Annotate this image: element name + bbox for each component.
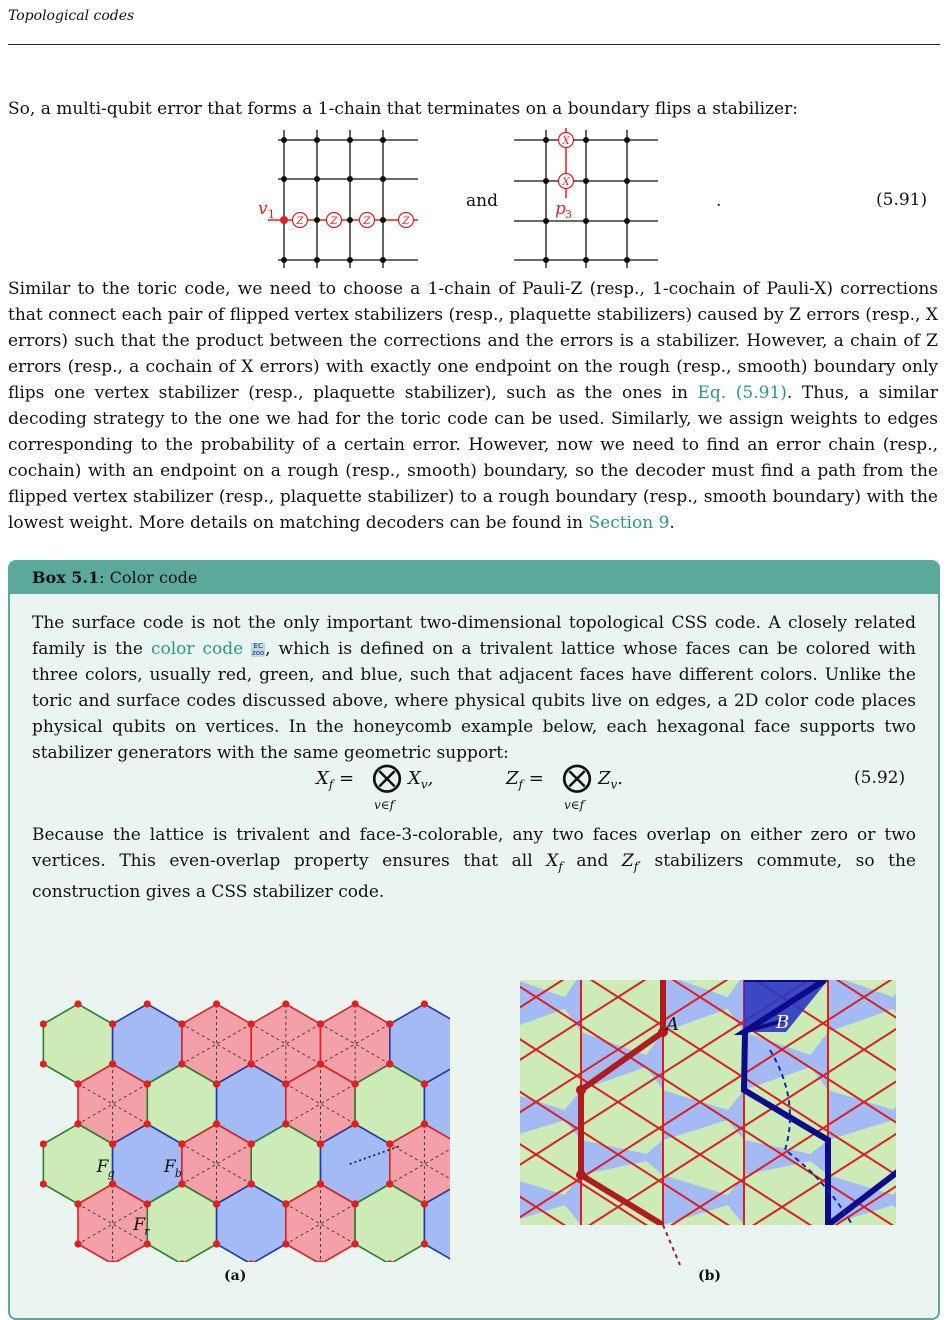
- face-label: F: [96, 1157, 109, 1177]
- qubit-vertex: [74, 1120, 81, 1127]
- qubit-vertex: [109, 1020, 116, 1027]
- qubit-vertex: [40, 1060, 47, 1067]
- x-error-label: X: [562, 136, 570, 147]
- qubit-vertex: [213, 1000, 220, 1007]
- qubit-vertex: [213, 1200, 220, 1207]
- qubit-vertex: [421, 1000, 428, 1007]
- qubit-vertex: [421, 1120, 428, 1127]
- face-label: F: [133, 1215, 146, 1235]
- z-error-label: Z: [363, 216, 371, 227]
- figure-b-caption: (b): [698, 1268, 722, 1284]
- qubit-vertex: [213, 1240, 220, 1247]
- eq-5-92: $X_f$ = ⨂ $X_v$, v∈f $Z_f$ = ⨂ $Z_v$. v∈f: [316, 760, 624, 812]
- qubit-vertex: [386, 1060, 393, 1067]
- qubit-vertex: [352, 1200, 359, 1207]
- qubit-vertex: [144, 1000, 151, 1007]
- qubit-vertex: [109, 1060, 116, 1067]
- triangular-lattice-figure: [520, 980, 900, 1270]
- qubit-vertex: [317, 1020, 324, 1027]
- qubit-vertex: [421, 1080, 428, 1087]
- v1-subscript: 1: [268, 208, 275, 221]
- qubit-vertex: [74, 1080, 81, 1087]
- box-color-code: [8, 560, 940, 1320]
- p3-label: p: [555, 199, 566, 219]
- eq-5-91-figure: [0, 120, 948, 270]
- z-error-label: Z: [296, 216, 304, 227]
- face-label-subscript: r: [144, 1225, 150, 1238]
- label-A: A: [666, 1014, 679, 1035]
- qubit-vertex: [386, 1180, 393, 1187]
- figure-a-caption: (a): [224, 1268, 247, 1284]
- decoding-paragraph: Similar to the toric code, we need to choose a 1-chain of Pauli-Z (resp., 1-cochain of Pauli-X) corrections that connect each pair of flipped vertex stabilizers (resp., plaquette stabilizers) caused by Z errors (resp., X errors) such that the product between the corrections and the errors is a stabilizer. However, a chain of Z errors (resp., a cochain of X errors) with exactly one endpoint on the rough (resp., smooth) boundary only flips one vertex stabilizer (resp., plaquette stabilizer), such as the ones in Eq. (5.91). Thus, a similar decoding strategy to the one we had for the toric code can be used. Similarly, we assign weights to edges corresponding to the probability of a certain error. However, now we need to find an error chain (resp., cochain) with an endpoint on a rough (resp., smooth) boundary, so the decoder must find a path from the flipped vertex stabilizer (resp., plaquette stabilizer) to a rough boundary (resp., smooth boundary) with the lowest weight. More details on matching decoders can be found in Section 9.: [8, 279, 938, 533]
- face-label-subscript: b: [174, 1167, 182, 1180]
- eq-5-91-link[interactable]: Eq. (5.91): [697, 383, 787, 403]
- qubit-vertex: [317, 1140, 324, 1147]
- ec-zoo-icon[interactable]: EC zoo: [252, 641, 265, 657]
- red-dual-dashed: [663, 1225, 680, 1265]
- z-error-label: Z: [330, 216, 338, 227]
- qubit-vertex: [178, 1020, 185, 1027]
- eq-5-91-number: (5.91): [876, 190, 928, 210]
- qubit-vertex: [248, 1020, 255, 1027]
- x-error-label: X: [562, 177, 570, 188]
- qubit-vertex: [248, 1060, 255, 1067]
- qubit-vertex: [109, 1180, 116, 1187]
- qubit-vertex: [109, 1140, 116, 1147]
- eq-5-92-number: (5.92): [854, 768, 906, 788]
- section-9-link[interactable]: Section 9: [588, 513, 670, 533]
- qubit-vertex: [282, 1000, 289, 1007]
- z-error-label: Z: [402, 216, 410, 227]
- qubit-vertex: [213, 1120, 220, 1127]
- qubit-vertex: [40, 1180, 47, 1187]
- box-header: Box 5.1: Color code: [10, 562, 938, 594]
- v1-label: v: [258, 199, 268, 219]
- otimes-symbol-1: ⨂: [372, 760, 402, 795]
- qubit-vertex: [213, 1080, 220, 1087]
- qubit-vertex: [144, 1080, 151, 1087]
- qubit-vertex: [421, 1200, 428, 1207]
- qubit-vertex: [178, 1180, 185, 1187]
- qubit-vertex: [317, 1180, 324, 1187]
- qubit-vertex: [178, 1140, 185, 1147]
- qubit-vertex: [352, 1120, 359, 1127]
- header-rule: [8, 44, 940, 45]
- and-word: and: [466, 191, 498, 211]
- qubit-vertex: [40, 1020, 47, 1027]
- honeycomb-lattice-figure: [30, 992, 450, 1262]
- otimes-symbol-2: ⨂: [562, 760, 592, 795]
- face-label: F: [163, 1157, 176, 1177]
- right-lattice: [514, 130, 658, 268]
- qubit-vertex: [248, 1140, 255, 1147]
- qubit-vertex: [282, 1240, 289, 1247]
- qubit-vertex: [317, 1060, 324, 1067]
- intro-paragraph: So, a multi-qubit error that forms a 1-chain that terminates on a boundary flips a stabilizer:: [8, 99, 798, 119]
- qubit-vertex: [386, 1020, 393, 1027]
- left-lattice: [278, 130, 418, 268]
- box-paragraph-1: The surface code is not the only important two-dimensional topological CSS code. A closely related family is the color code EC zoo, which is defined on a trivalent lattice whose faces can be colored with three colors, usually red, green, and blue, such that adjacent faces have different colors. Unlike the toric and surface codes discussed above, where physical qubits live on edges, a 2D color code places physical qubits on vertices. In the honeycomb example below, each hexagonal face supports two stabilizer generators with the same geometric support:: [32, 613, 916, 763]
- qubit-vertex: [40, 1140, 47, 1147]
- color-code-link[interactable]: color code: [150, 639, 244, 659]
- qubit-vertex: [144, 1240, 151, 1247]
- qubit-vertex: [74, 1200, 81, 1207]
- qubit-vertex: [421, 1240, 428, 1247]
- eq-period: .: [716, 191, 722, 211]
- running-header: Topological codes: [8, 8, 135, 24]
- box-paragraph-2: Because the lattice is trivalent and face-3-colorable, any two faces overlap on either zero or two vertices. This even-overlap property ensures that all $X_f$ and $Z_{f'}$ stabilizers commute, so the construction gives a CSS stabilizer code.: [32, 825, 916, 903]
- qubit-vertex: [352, 1080, 359, 1087]
- qubit-vertex: [386, 1140, 393, 1147]
- v1-vertex: [280, 216, 288, 224]
- qubit-vertex: [144, 1120, 151, 1127]
- label-B: B: [776, 1012, 790, 1033]
- face-label-subscript: g: [107, 1167, 115, 1180]
- qubit-vertex: [248, 1180, 255, 1187]
- qubit-vertex: [74, 1240, 81, 1247]
- qubit-vertex: [282, 1080, 289, 1087]
- qubit-vertex: [352, 1240, 359, 1247]
- qubit-vertex: [282, 1200, 289, 1207]
- left-vertices: [281, 137, 386, 263]
- qubit-vertex: [74, 1000, 81, 1007]
- p3-subscript: 3: [565, 208, 572, 221]
- qubit-vertex: [352, 1000, 359, 1007]
- qubit-vertex: [282, 1120, 289, 1127]
- qubit-vertex: [144, 1200, 151, 1207]
- qubit-vertex: [178, 1060, 185, 1067]
